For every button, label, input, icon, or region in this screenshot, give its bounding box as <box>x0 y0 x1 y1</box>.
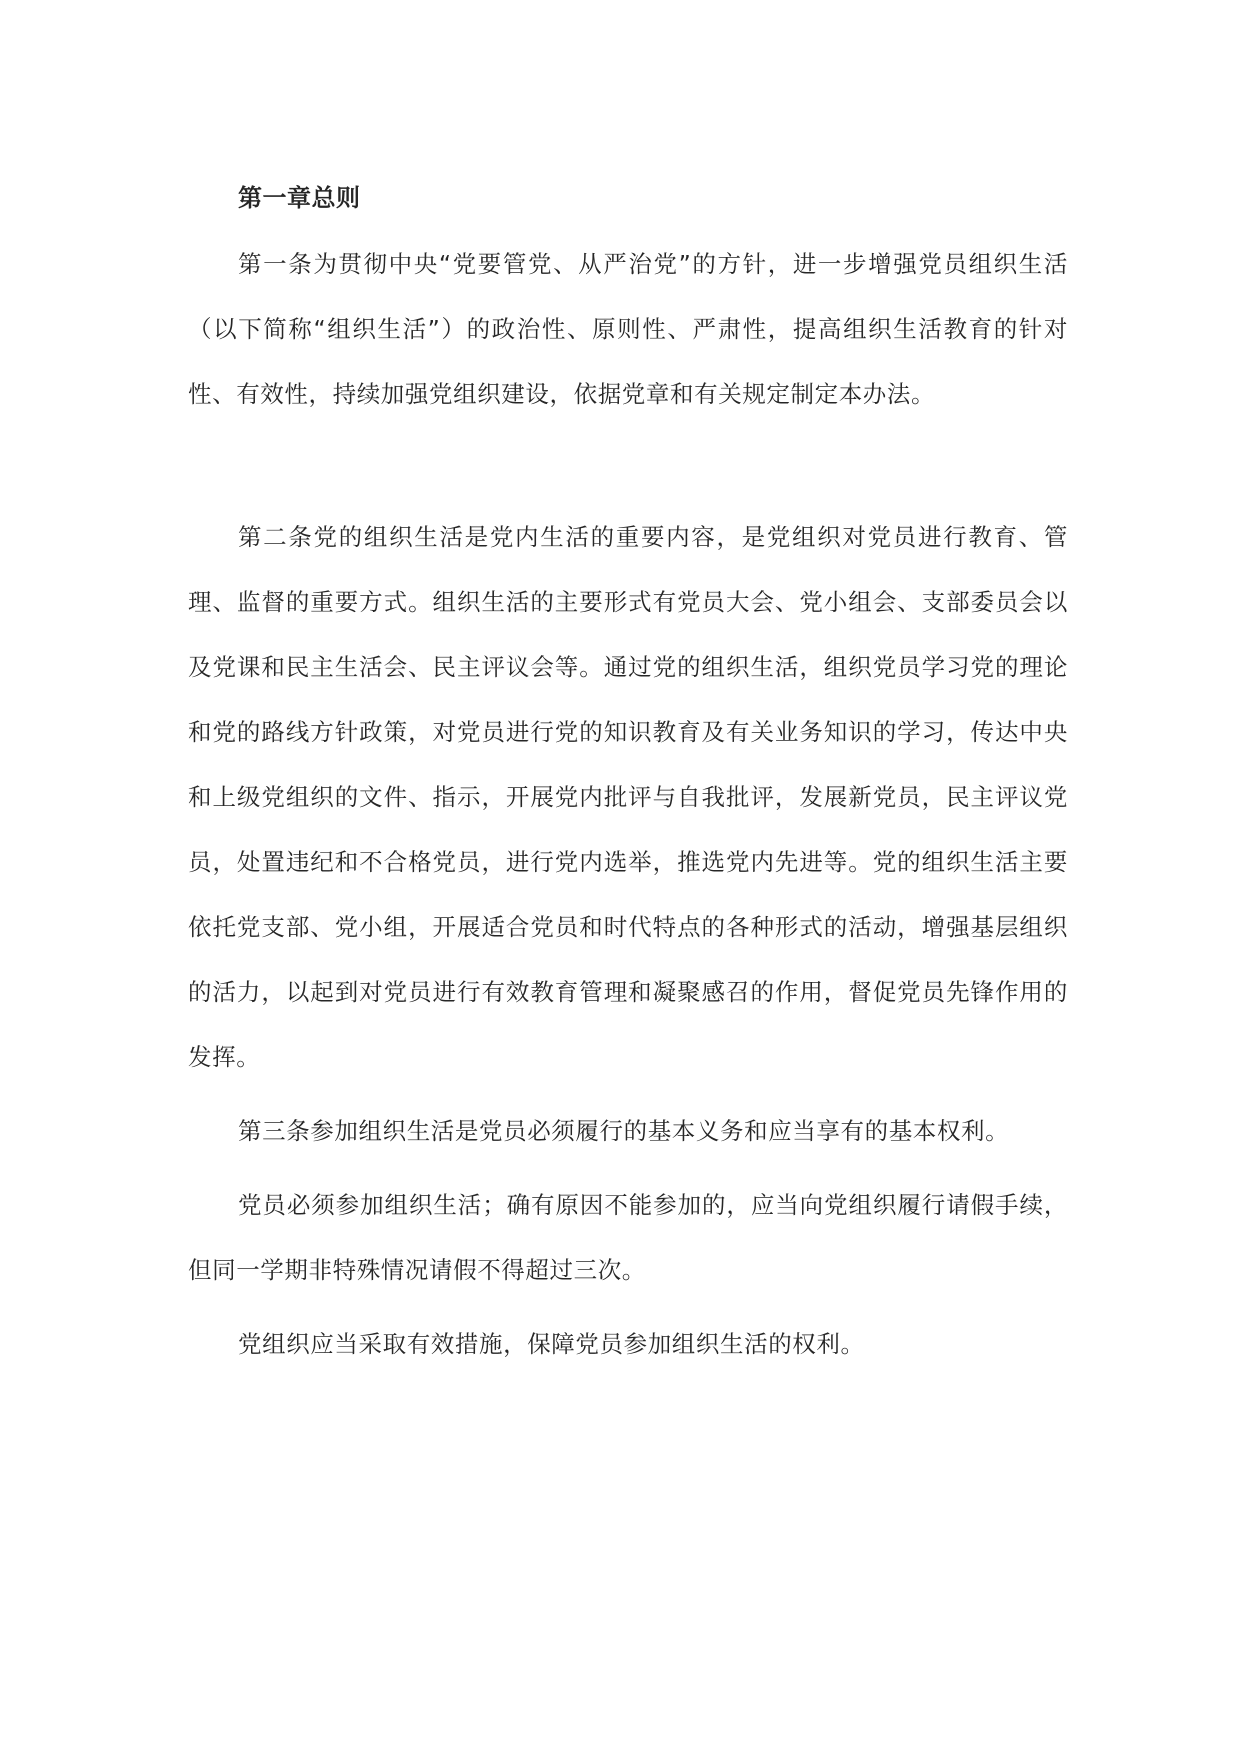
attendance-paragraph: 党员必须参加组织生活；确有原因不能参加的，应当向党组织履行请假手续，但同一学期非特殊情况请假不得超过三次。 <box>188 1191 1068 1284</box>
article-1-paragraph: 第一条为贯彻中央“党要管党、从严治党”的方针，进一步增强党员组织生活（以下简称“组织生活”）的政治性、原则性、严肃性，提高组织生活教育的针对性、有效性，持续加强党组织建设，依据党章和有关规定制定本办法。 <box>188 250 1068 408</box>
rights-guarantee-paragraph: 党组织应当采取有效措施，保障党员参加组织生活的权利。 <box>238 1330 865 1358</box>
article-3-paragraph: 第三条参加组织生活是党员必须履行的基本义务和应当享有的基本权利。 <box>238 1117 1010 1145</box>
article-2-paragraph: 第二条党的组织生活是党内生活的重要内容，是党组织对党员进行教育、管理、监督的重要方式。组织生活的主要形式有党员大会、党小组会、支部委员会以及党课和民主生活会、民主评议会等。通过党的组织生活，组织党员学习党的理论和党的路线方针政策，对党员进行党的知识教育及有关业务知识的学习，传达中央和上级党组织的文件、指示，开展党内批评与自我批评，发展新党员，民主评议党员，处置违纪和不合格党员，进行党内选举，推选党内先进等。党的组织生活主要依托党支部、党小组，开展适合党员和时代特点的各种形式的活动，增强基层组织的活力，以起到对党员进行有效教育管理和凝聚感召的作用，督促党员先锋作用的发挥。 <box>188 523 1068 1071</box>
chapter-title: 第一章总则 <box>238 184 361 212</box>
document-body <box>188 168 1068 1377</box>
